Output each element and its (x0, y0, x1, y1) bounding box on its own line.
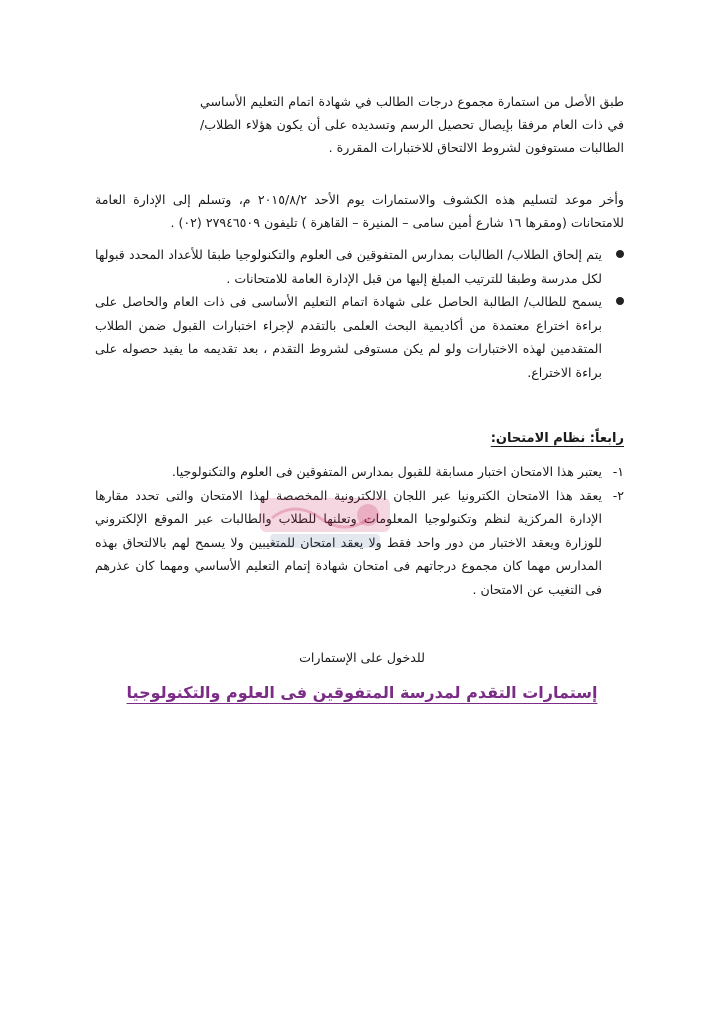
admission-bullets (95, 243, 624, 384)
forms-entry-label: للدخول على الإستمارات (299, 650, 425, 665)
list-item (95, 290, 624, 384)
item-text: يعتبر هذا الامتحان اختبار مسابقة للقبول بمدارس المتفوقين فى العلوم والتكنولوجيا. (171, 464, 602, 479)
list-item (95, 243, 624, 290)
bullet-icon (616, 250, 624, 258)
attachment-paragraph: طبق الأصل من استمارة مجموع درجات الطالب في شهادة اتمام التعليم الأساسي في ذات العام مرفقا بإيصال تحصيل الرسم وتسديده على أن يكون هؤلاء الطلاب/ الطالبات مستوفون لشروط الالتحاق للاختبارات المقررة . (200, 94, 624, 155)
item-text: يعقد هذا الامتحان الكترونيا عبر اللجان الالكترونية المخصصة لهذا الامتحان والتى تحدد مقارها الإدارة المركزية لنظم وتكنولوجيا المعلومات وتعلنها للطلاب والطالبات عبر الموقع الإلكتروني للوزارة ويعقد الاختبار من دور واحد فقط ولا يعقد امتحان للمتغيبين ولا يسمح لهم بالالتحاق بهذه المدارس مهما كان مجموع درجاتهم فى امتحان شهادة إتمام التعليم الأساسي ومهما كان عذرهم فى التغيب عن الامتحان . (95, 487, 602, 597)
item-number: ٢- (612, 487, 624, 503)
bullet-text: يتم إلحاق الطلاب/ الطالبات بمدارس المتفوقين فى العلوم والتكنولوجيا طبقا للأعداد المحدد قبولها لكل مدرسة وطبقا للترتيب المبلغ إليها من قبل الإدارة العامة للامتحانات . (95, 247, 602, 286)
section-heading-exam-system: رابعاً: نظام الامتحان: (490, 431, 624, 446)
deadline-paragraph: وأخر موعد لتسليم هذه الكشوف والاستمارات يوم الأحد ٢٠١٥/٨/٢ م، وتسلم إلى الإدارة العامة للامتحانات (ومقرها ١٦ شارع أمين سامى – المنيرة – القاهرة ) تليفون ٢٧٩٤٦٥٠٩ (٠٢) . (95, 192, 624, 230)
bullet-icon (616, 297, 624, 305)
list-item (95, 484, 624, 602)
bullet-text: يسمح للطالب/ الطالبة الحاصل على شهادة اتمام التعليم الأساسى فى ذات العام والحاصل على براءة اختراع معتمدة من أكاديمية البحث العلمى بالتقدم لإجراء اختبارات القبول ضمن الطلاب المتقدمين لهذه الاختبارات ولو لم يكن مستوفى لشروط التقدم ، بعد تقديمه ما يفيد حصوله على براءة الاختراع. (95, 294, 602, 380)
application-forms-link[interactable]: إستمارات التقدم لمدرسة المتفوقين فى العلوم والتكنولوجيا (126, 683, 598, 702)
item-number: ١- (612, 464, 624, 479)
list-item (95, 460, 624, 484)
exam-rules-list (95, 460, 624, 601)
